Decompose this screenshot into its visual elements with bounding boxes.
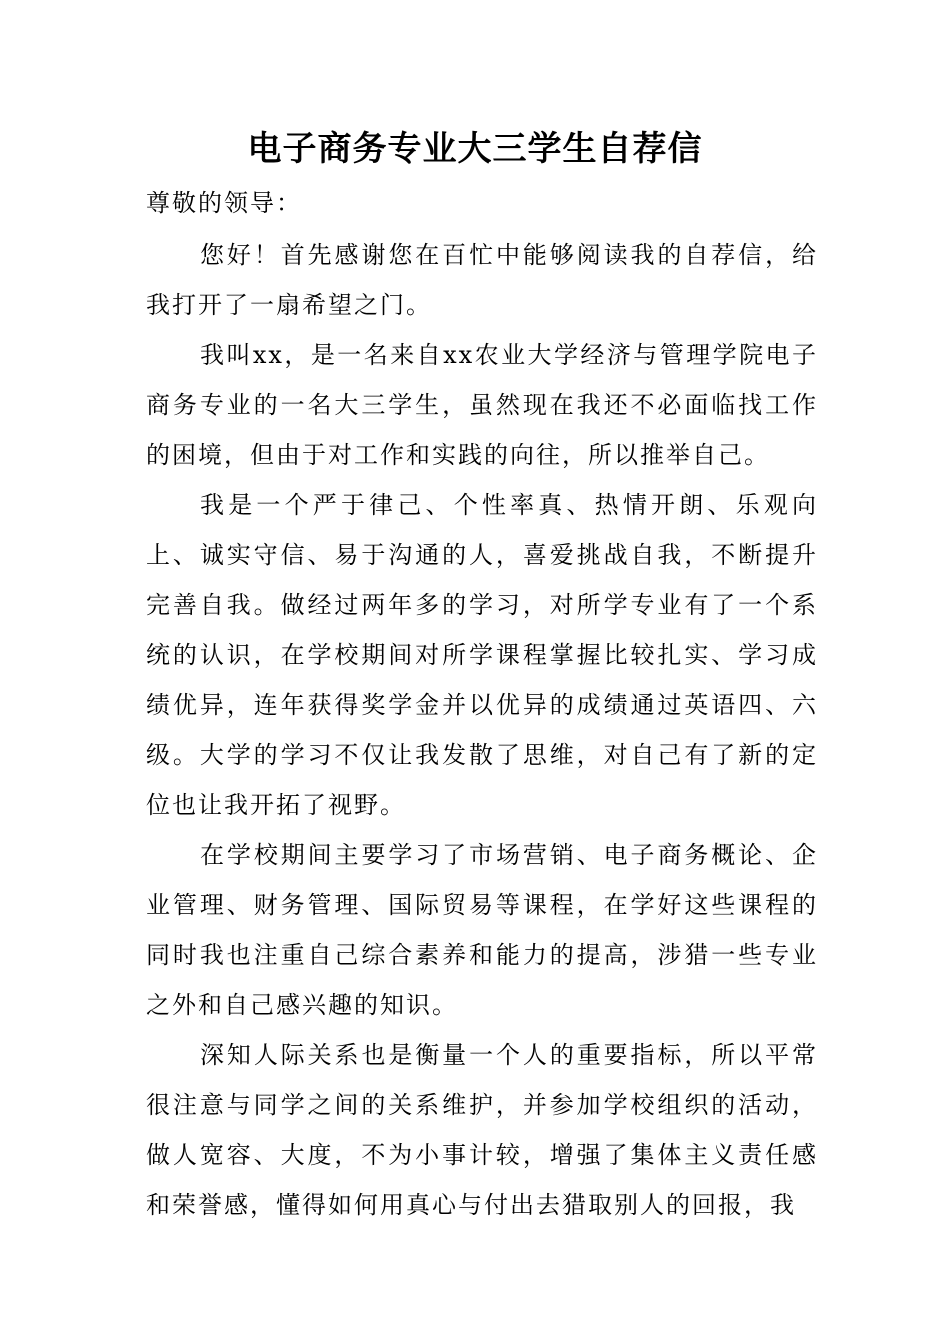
paragraph-introduction: 我叫xx，是一名来自xx农业大学经济与管理学院电子商务专业的一名大三学生，虽然现在我还不必面临找工作的困境，但由于对工作和实践的向往，所以推举自己。 (146, 341, 818, 469)
document-title: 电子商务专业大三学生自荐信 (247, 129, 703, 169)
paragraph-personality: 我是一个严于律己、个性率真、热情开朗、乐观向上、诚实守信、易于沟通的人，喜爱挑战自我，不断提升完善自我。做经过两年多的学习，对所学专业有了一个系统的认识，在学校期间对所学课程掌握比较扎实、学习成绩优异，连年获得奖学金并以优异的成绩通过英语四、六级。大学的学习不仅让我发散了思维，对自己有了新的定位也让我开拓了视野。 (146, 491, 818, 819)
paragraph-greeting: 您好！首先感谢您在百忙中能够阅读我的自荐信，给我打开了一扇希望之门。 (146, 241, 818, 319)
paragraph-courses: 在学校期间主要学习了市场营销、电子商务概论、企业管理、财务管理、国际贸易等课程，在学好这些课程的同时我也注重自己综合素养和能力的提高，涉猎一些专业之外和自己感兴趣的知识。 (146, 841, 818, 1019)
letter-body (146, 178, 818, 1230)
salutation: 尊敬的领导： (146, 189, 302, 217)
paragraph-relationships: 深知人际关系也是衡量一个人的重要指标，所以平常很注意与同学之间的关系维护，并参加学校组织的活动，做人宽容、大度，不为小事计较，增强了集体主义责任感和荣誉感，懂得如何用真心与付出去猎取别人的回报，我 (146, 1041, 818, 1219)
